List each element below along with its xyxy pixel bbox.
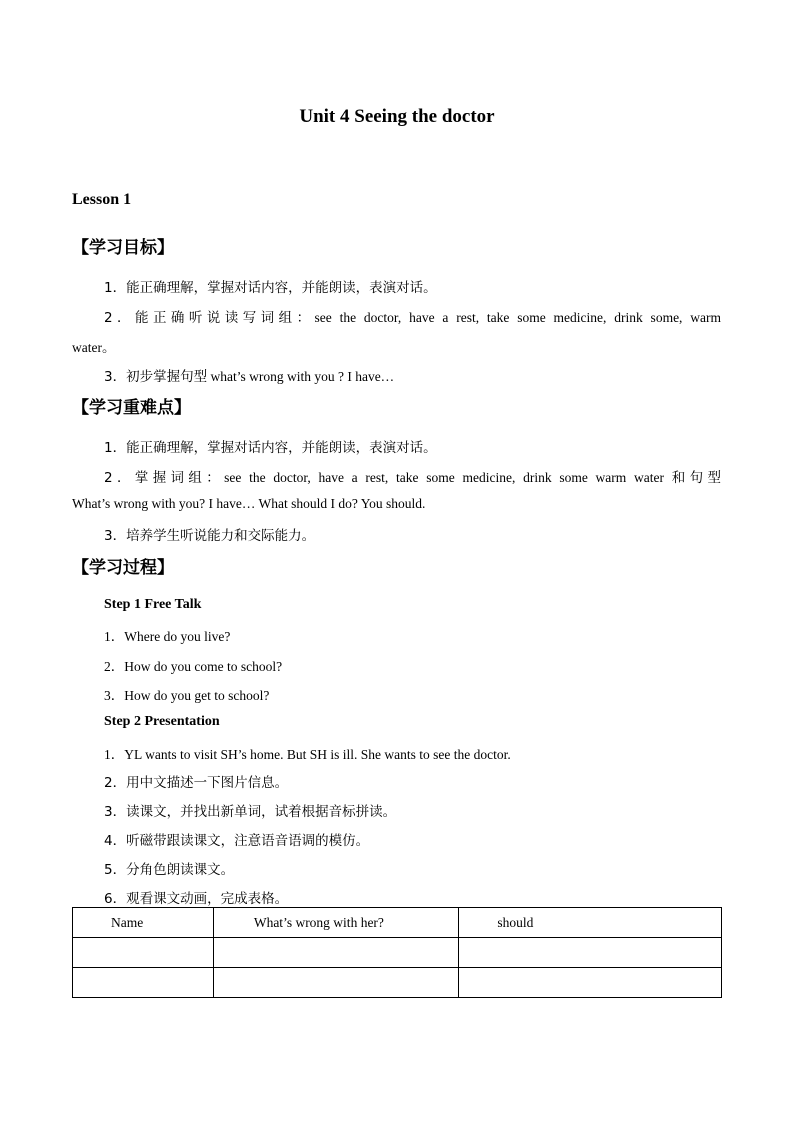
section-heading-goals: 【学习目标】: [72, 238, 174, 258]
table-row: [73, 968, 722, 998]
table-cell[interactable]: [73, 938, 214, 968]
keypoint-item-1: 1．能正确理解，掌握对话内容，并能朗读，表演对话。: [104, 440, 437, 456]
header-should: should: [497, 914, 534, 930]
step-2-item-1: 1．YL wants to visit SH’s home. But SH is ill. She wants to see the doctor.: [104, 747, 511, 762]
table-header-cell: [213, 908, 459, 938]
step-2-item-4: 4．听磁带跟读课文，注意语音语调的模仿。: [104, 833, 370, 849]
goal-item-1: 1．能正确理解，掌握对话内容，并能朗读，表演对话。: [104, 280, 437, 296]
goal-item-3-en: what’s wrong with you ? I have…: [207, 369, 395, 384]
keypoint-item-2-zh-end: 和句型: [671, 470, 721, 486]
table-header-cell: [459, 908, 722, 938]
keypoint-item-2-zh: 2．掌握词组：: [104, 470, 225, 486]
goal-item-2-zh: 2．能正确听说读写词组：: [104, 310, 315, 326]
step-1-heading: Step 1 Free Talk: [104, 597, 202, 612]
table-header-cell: [73, 908, 214, 938]
lesson-heading: Lesson 1: [72, 191, 132, 208]
step-2-item-3: 3．读课文，并找出新单词，试着根据音标拼读。: [104, 804, 397, 820]
table-cell[interactable]: [459, 968, 722, 998]
keypoint-item-2-continued: What’s wrong with you? I have… What should I do? You should.: [72, 496, 426, 511]
goal-item-2-cont: water。: [72, 340, 116, 355]
step-2-item-6: 6．观看课文动画，完成表格。: [104, 891, 289, 907]
goal-item-3: [104, 365, 394, 385]
page-title: Unit 4 Seeing the doctor: [299, 106, 495, 127]
step-1-question-3: 3．How do you get to school?: [104, 688, 270, 703]
table-cell[interactable]: [459, 938, 722, 968]
goal-item-3-zh: 3．初步掌握句型: [104, 369, 208, 385]
keypoint-item-2: [104, 466, 721, 486]
table-cell[interactable]: [213, 938, 459, 968]
step-2-heading: Step 2 Presentation: [104, 714, 220, 729]
step-2-item-5: 5．分角色朗读课文。: [104, 862, 235, 878]
header-wrong: What’s wrong with her?: [253, 914, 384, 930]
step-1-question-1: 1．Where do you live?: [104, 629, 231, 644]
header-name: Name: [111, 914, 144, 930]
step-2-item-2: 2．用中文描述一下图片信息。: [104, 775, 289, 791]
keypoint-item-2-en: see the doctor, have a rest, take some medicine, drink some warm water: [224, 470, 672, 485]
table-cell[interactable]: [73, 968, 214, 998]
table-cell[interactable]: [213, 968, 459, 998]
table-header-row: [73, 908, 722, 938]
step-1-question-2: 2．How do you come to school?: [104, 659, 283, 674]
table-row: [73, 938, 722, 968]
goal-item-2-continued: [72, 336, 115, 356]
keypoint-item-3: 3．培养学生听说能力和交际能力。: [104, 528, 316, 544]
goal-item-2-en: see the doctor, have a rest, take some medicine, drink some, warm: [314, 310, 721, 325]
section-heading-process: 【学习过程】: [72, 558, 174, 578]
section-heading-keypoints: 【学习重难点】: [72, 398, 191, 418]
goal-item-2: [104, 306, 721, 326]
worksheet-table: [72, 907, 722, 998]
